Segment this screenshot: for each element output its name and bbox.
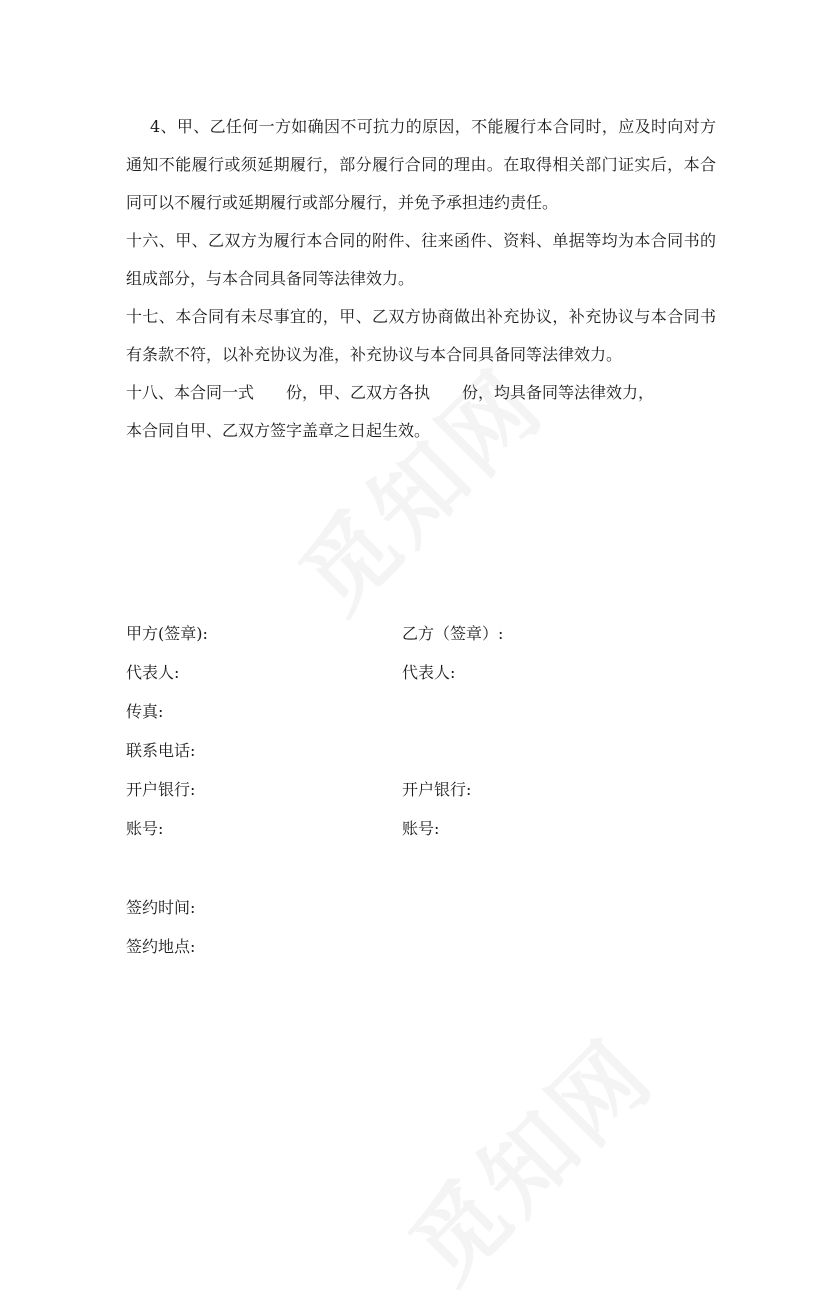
- party-a-title: 甲方(签章):: [126, 624, 208, 643]
- clause-force-majeure: 4、甲、乙任何一方如确因不可抗力的原因，不能履行本合同时，应及时向对方通知不能履行或须延期履行，部分履行合同的理由。在取得相关部门证实后，本合同可以不履行或延期履行或部分履行，并免予承担违约责任。: [126, 117, 716, 212]
- party-b-representative: 代表人:: [402, 663, 456, 682]
- party-a-phone: 联系电话:: [126, 741, 196, 760]
- clause-16: 十六、甲、乙双方为履行本合同的附件、往来函件、资料、单据等均为本合同书的组成部分，与本合同具备同等法律效力。: [126, 231, 716, 288]
- contract-clauses: [126, 108, 716, 450]
- clause-18: 十八、本合同一式 份，甲、乙双方各执 份，均具备同等法律效力，: [126, 383, 655, 402]
- party-b-account: 账号:: [402, 819, 440, 838]
- watermark: [376, 1005, 677, 1306]
- sign-place: 签约地点:: [126, 937, 196, 956]
- sign-time: 签约时间:: [126, 898, 196, 917]
- party-a-bank: 开户银行:: [126, 780, 196, 799]
- party-b-bank: 开户银行:: [402, 780, 472, 799]
- party-a-fax: 传真:: [126, 702, 164, 721]
- clause-effective: 本合同自甲、乙双方签字盖章之日起生效。: [126, 421, 431, 440]
- party-a-representative: 代表人:: [126, 663, 180, 682]
- clause-17: 十七、本合同有未尽事宜的，甲、乙双方协商做出补充协议，补充协议与本合同书有条款不符，以补充协议为准，补充协议与本合同具备同等法律效力。: [126, 307, 716, 364]
- party-b-title: 乙方（签章）:: [402, 624, 504, 643]
- party-a-account: 账号:: [126, 819, 164, 838]
